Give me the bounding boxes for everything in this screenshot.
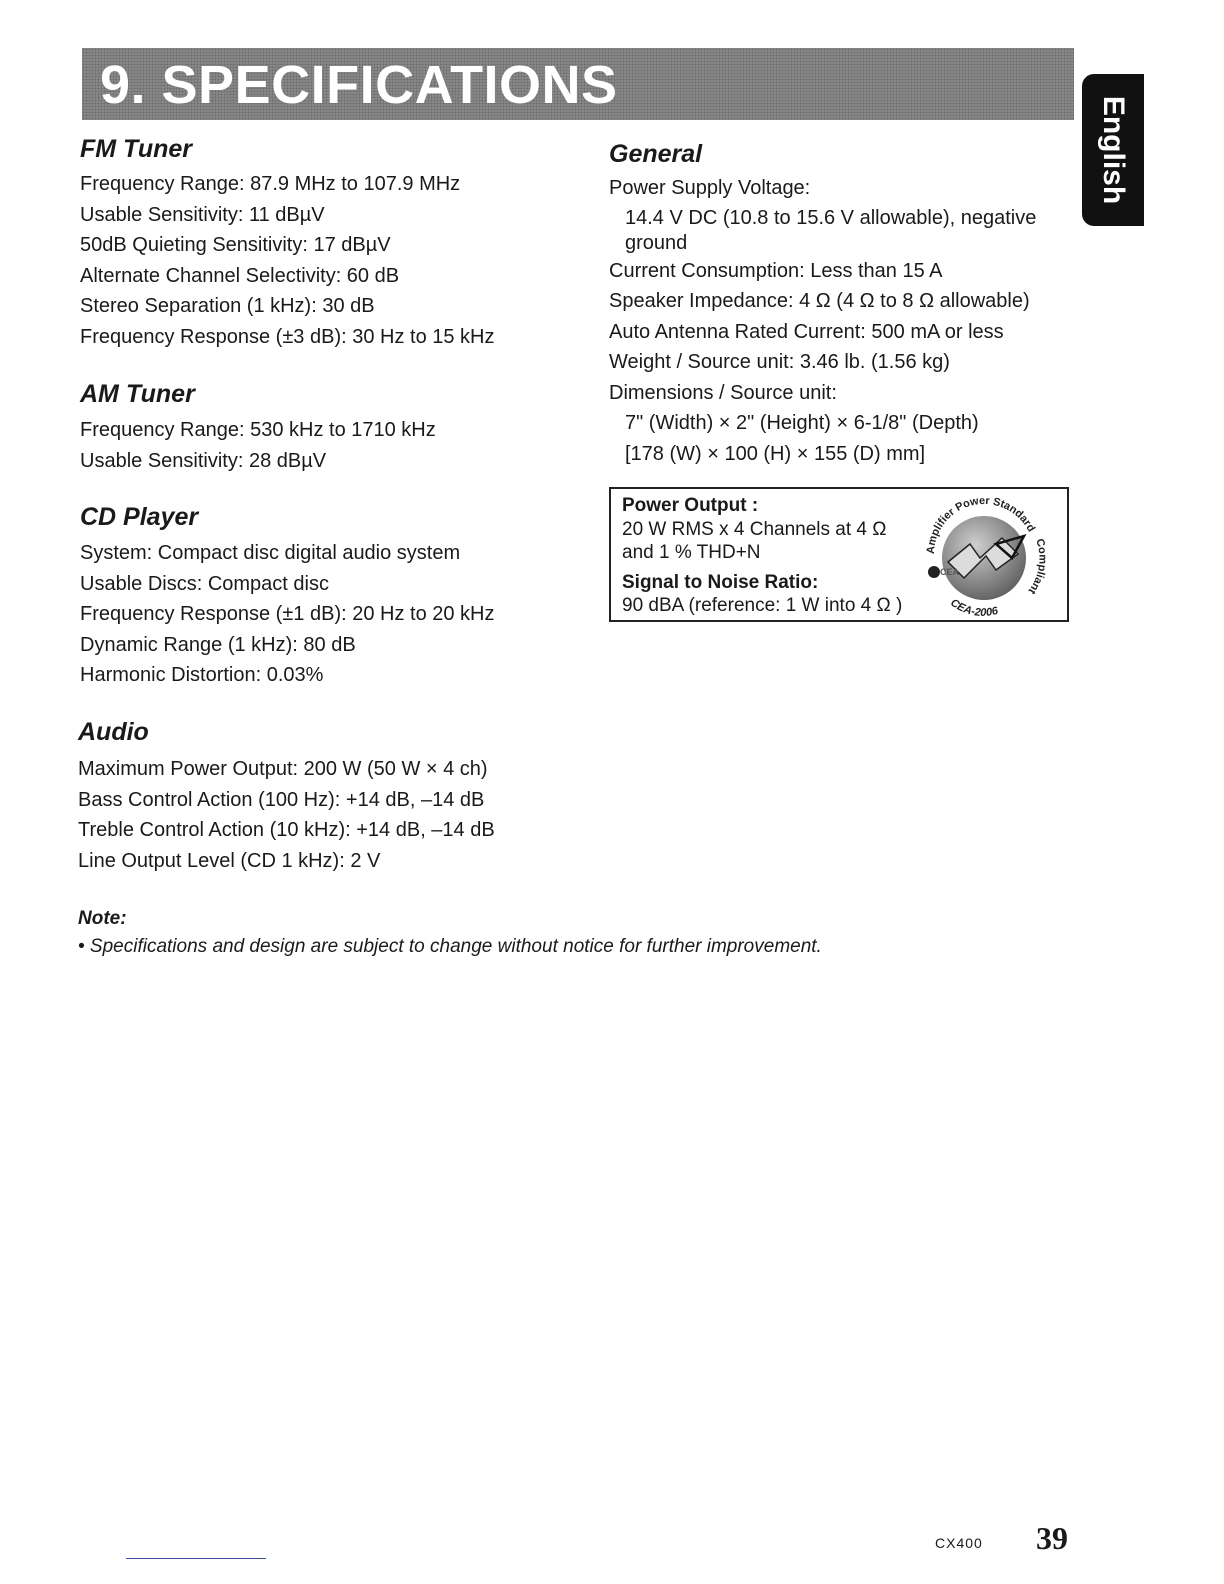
- spec-line: Dimensions / Source unit:: [609, 381, 837, 404]
- footer-rule: [126, 1558, 266, 1559]
- power-output-value: 20 W RMS x 4 Channels at 4 Ω: [622, 519, 887, 540]
- spec-line: Frequency Response (±1 dB): 20 Hz to 20 kHz: [80, 603, 495, 625]
- spec-line: Bass Control Action (100 Hz): +14 dB, –14 dB: [78, 788, 485, 811]
- spec-line: Usable Sensitivity: 11 dBµV: [80, 203, 325, 226]
- fm-tuner-specs: [80, 169, 495, 352]
- language-tab: [1082, 74, 1144, 226]
- spec-line: Maximum Power Output: 200 W (50 W × 4 ch): [78, 758, 488, 780]
- spec-line: Harmonic Distortion: 0.03%: [80, 664, 324, 686]
- spec-line: [178 (W) × 100 (H) × 155 (D) mm]: [625, 442, 926, 465]
- badge-bottom-text: CEA-2006: [948, 596, 1000, 619]
- snr-label: Signal to Noise Ratio:: [622, 572, 819, 593]
- note-text: • Specifications and design are subject to change without notice for further improvement.: [78, 936, 822, 957]
- cea-2006-badge: [920, 492, 1050, 622]
- spec-line: Line Output Level (CD 1 kHz): 2 V: [78, 849, 381, 872]
- spec-line: Alternate Channel Selectivity: 60 dB: [80, 264, 400, 287]
- power-output-label: Power Output :: [622, 495, 759, 516]
- audio-specs: [78, 754, 495, 876]
- title-banner: [82, 48, 1074, 120]
- model-number: CX400: [935, 1535, 983, 1551]
- general-specs: [609, 173, 1036, 469]
- page-number: 39: [1036, 1520, 1068, 1556]
- spec-line: Weight / Source unit: 3.46 lb. (1.56 kg): [609, 351, 950, 373]
- spec-line: Usable Discs: Compact disc: [80, 572, 329, 595]
- spec-line: Treble Control Action (10 kHz): +14 dB, –14 dB: [78, 819, 495, 841]
- page-title: 9. SPECIFICATIONS: [100, 55, 618, 115]
- spec-line: Stereo Separation (1 kHz): 30 dB: [80, 295, 375, 317]
- power-output-thd: and 1 % THD+N: [622, 542, 761, 563]
- spec-line: Current Consumption: Less than 15 A: [609, 259, 943, 282]
- spec-line: Power Supply Voltage:: [609, 177, 811, 199]
- spec-line: System: Compact disc digital audio system: [80, 542, 461, 564]
- spec-line: ground: [625, 231, 688, 254]
- spec-line: Frequency Range: 530 kHz to 1710 kHz: [80, 419, 436, 441]
- audio-heading: Audio: [78, 718, 149, 746]
- note-title: Note:: [78, 908, 127, 929]
- fm-tuner-heading: FM Tuner: [80, 135, 193, 163]
- spec-line: 50dB Quieting Sensitivity: 17 dBµV: [80, 234, 391, 256]
- spec-line: Speaker Impedance: 4 Ω (4 Ω to 8 Ω allowable): [609, 290, 1030, 312]
- language-tab-label: English: [1097, 95, 1130, 205]
- cd-player-specs: [80, 538, 495, 691]
- cd-player-heading: CD Player: [80, 503, 199, 531]
- badge-arc-top-text: Amplifier Power Standard: [924, 494, 1038, 555]
- am-tuner-heading: AM Tuner: [80, 380, 195, 408]
- spec-line: Frequency Response (±3 dB): 30 Hz to 15 kHz: [80, 325, 495, 348]
- spec-line: 7" (Width) × 2" (Height) × 6-1/8" (Depth): [625, 412, 979, 434]
- spec-line: Auto Antenna Rated Current: 500 mA or less: [609, 320, 1004, 343]
- snr-value: 90 dBA (reference: 1 W into 4 Ω ): [622, 595, 903, 616]
- badge-center-text: CEA: [940, 567, 960, 577]
- spec-line: Frequency Range: 87.9 MHz to 107.9 MHz: [80, 173, 461, 195]
- general-heading: General: [609, 140, 703, 168]
- spec-line: Usable Sensitivity: 28 dBµV: [80, 449, 327, 472]
- am-tuner-specs: [80, 415, 436, 476]
- spec-line: 14.4 V DC (10.8 to 15.6 V allowable), negative: [625, 206, 1037, 229]
- spec-line: Dynamic Range (1 kHz): 80 dB: [80, 633, 356, 656]
- badge-arc-right-text: Compliant: [1025, 537, 1049, 597]
- badge-dot-icon: [928, 566, 940, 578]
